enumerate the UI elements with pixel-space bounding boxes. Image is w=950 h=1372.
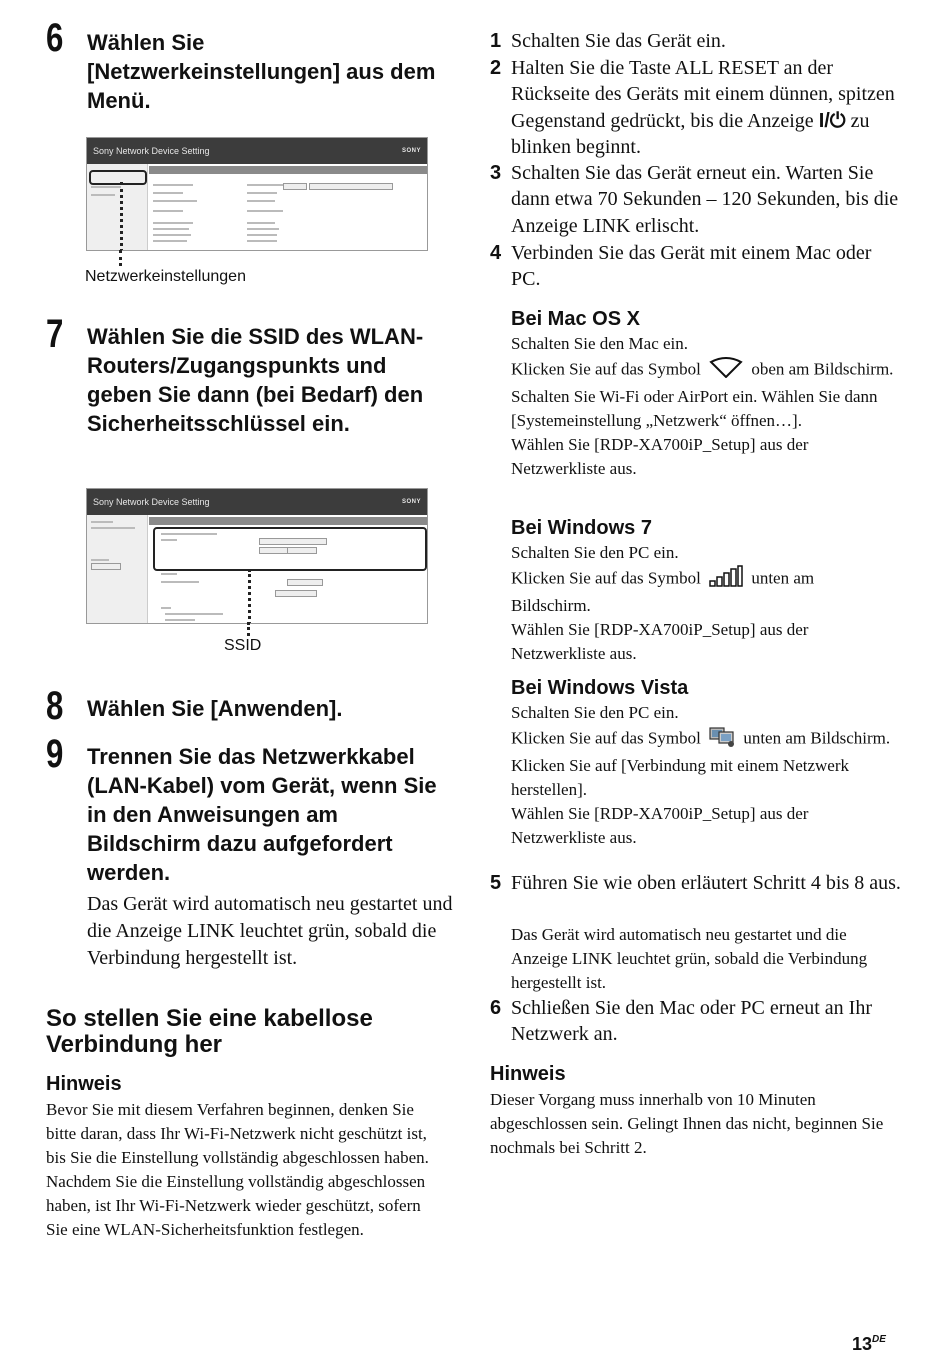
section-title: So stellen Sie eine kabellose Verbindung her [46, 1005, 373, 1058]
step-text: Schalten Sie das Gerät erneut ein. Warten Sie dann etwa 70 Sekunden – 120 Sekunden, bis die Anzeige LINK erlischt. [511, 162, 899, 237]
vista-line-4: Wählen Sie [RDP-XA700iP_Setup] aus der Netzwerkliste aus. [511, 804, 809, 847]
note-text-right: Dieser Vorgang muss innerhalb von 10 Minuten abgeschlossen sein. Gelingt Ihnen das nicht, beginnen Sie nochmals bei Schritt 2. [490, 1090, 884, 1157]
mac-line-3: Schalten Sie Wi-Fi oder AirPort ein. Wählen Sie dann [Systemeinstellung „Netzwerk“ öffnen…]. [511, 387, 878, 430]
highlight-box [89, 170, 147, 185]
wifi-fan-icon [709, 356, 743, 385]
caption-ssid: SSID [224, 637, 262, 654]
step-number: 9 [46, 732, 64, 776]
power-symbol: I/⏻ [818, 109, 846, 132]
win7-line-2: Klicken Sie auf das Symbol unten am Bildschirm. [511, 565, 896, 618]
step-body: Das Gerät wird automatisch neu gestartet und die Anzeige LINK leuchtet grün, sobald die Verbindung hergestellt ist. [87, 893, 453, 969]
step-text: Halten Sie die Taste ALL RESET an der Rückseite des Geräts mit einem dünnen, spitzen Gegenstand gedrückt, bis die Anzeige I/⏻ zu blinken beginnt. [511, 57, 895, 158]
mac-line-4: Wählen Sie [RDP-XA700iP_Setup] aus der Netzwerkliste aus. [511, 435, 809, 478]
step-number: 8 [46, 684, 64, 728]
step-number: 3 [490, 162, 502, 184]
step-number: 4 [490, 242, 502, 264]
win7-line-1: Schalten Sie den PC ein. [511, 543, 679, 562]
dotted-leader [119, 250, 122, 266]
note-text: Bevor Sie mit diesem Verfahren beginnen, denken Sie bitte daran, dass Ihr Wi-Fi-Netzwerk nicht geschützt ist, bis Sie die Einstellung vollständig abgeschlossen haben. Nachdem Sie die Einstellung vollständig abgeschlossen haben, ist Ihr Wi-Fi-Netzwerk wieder geschützt, sofern Sie eine WLAN-Sicherheitsfunktion festlegen. [46, 1100, 429, 1239]
step-text: Führen Sie wie oben erläutert Schritt 4 bis 8 aus. [511, 872, 901, 894]
screenshot-titlebar: Sony Network Device Setting SONY [87, 138, 427, 164]
screenshot-ssid [86, 488, 428, 624]
dotted-leader [247, 622, 250, 636]
step-text: Schalten Sie das Gerät ein. [511, 30, 726, 52]
note-heading-right: Hinweis [490, 1063, 566, 1085]
signal-bars-icon [709, 565, 743, 594]
win7-line-3: Wählen Sie [RDP-XA700iP_Setup] aus der Netzwerkliste aus. [511, 620, 809, 663]
vista-heading: Bei Windows Vista [511, 677, 689, 699]
dotted-leader [120, 182, 123, 251]
win7-instructions [511, 515, 896, 666]
step-5-body: Das Gerät wird automatisch neu gestartet und die Anzeige LINK leuchtet grün, sobald die Verbindung hergestellt ist. [511, 925, 868, 992]
caption-network-settings: Netzwerkeinstellungen [85, 268, 246, 285]
mac-instructions [511, 306, 896, 481]
step-text: Verbinden Sie das Gerät mit einem Mac oder PC. [511, 242, 872, 291]
mac-line-2: Klicken Sie auf das Symbol oben am Bildschirm. [511, 356, 896, 385]
screenshot-network-settings [86, 137, 428, 251]
step-title: Wählen Sie die SSID des WLAN-Routers/Zugangspunkts und geben Sie dann (bei Bedarf) den Sicherheitsschlüssel ein. [87, 324, 424, 436]
network-computers-icon [709, 725, 735, 754]
mac-line-1: Schalten Sie den Mac ein. [511, 334, 689, 353]
step-title: Trennen Sie das Netzwerkkabel (LAN-Kabel) vom Gerät, wenn Sie in den Anweisungen am Bildschirm dazu aufgefordert werden. [87, 744, 437, 885]
step-title: Wählen Sie [Anwenden]. [87, 696, 343, 721]
step-number: 7 [46, 312, 64, 356]
screenshot-tab [149, 166, 427, 174]
step-number: 2 [490, 57, 502, 79]
step-number: 6 [46, 16, 64, 60]
screenshot-tab [149, 517, 427, 525]
screenshot-titlebar: Sony Network Device Setting SONY [87, 489, 427, 515]
step-title: Wählen Sie [Netzwerkeinstellungen] aus dem Menü. [87, 30, 436, 113]
vista-instructions [511, 675, 896, 850]
dotted-leader [248, 569, 251, 624]
mac-heading: Bei Mac OS X [511, 308, 640, 330]
vista-line-2: Klicken Sie auf das Symbol unten am Bildschirm. [511, 725, 896, 754]
page-number: 13DE [852, 1334, 886, 1354]
vista-line-3: Klicken Sie auf [Verbindung mit einem Netzwerk herstellen]. [511, 756, 850, 799]
win7-heading: Bei Windows 7 [511, 517, 652, 539]
step-text: Schließen Sie den Mac oder PC erneut an Ihr Netzwerk an. [511, 997, 873, 1046]
note-heading: Hinweis [46, 1073, 122, 1095]
step-number: 6 [490, 997, 502, 1019]
step-number: 5 [490, 872, 502, 894]
step-number: 1 [490, 30, 502, 52]
vista-line-1: Schalten Sie den PC ein. [511, 703, 679, 722]
